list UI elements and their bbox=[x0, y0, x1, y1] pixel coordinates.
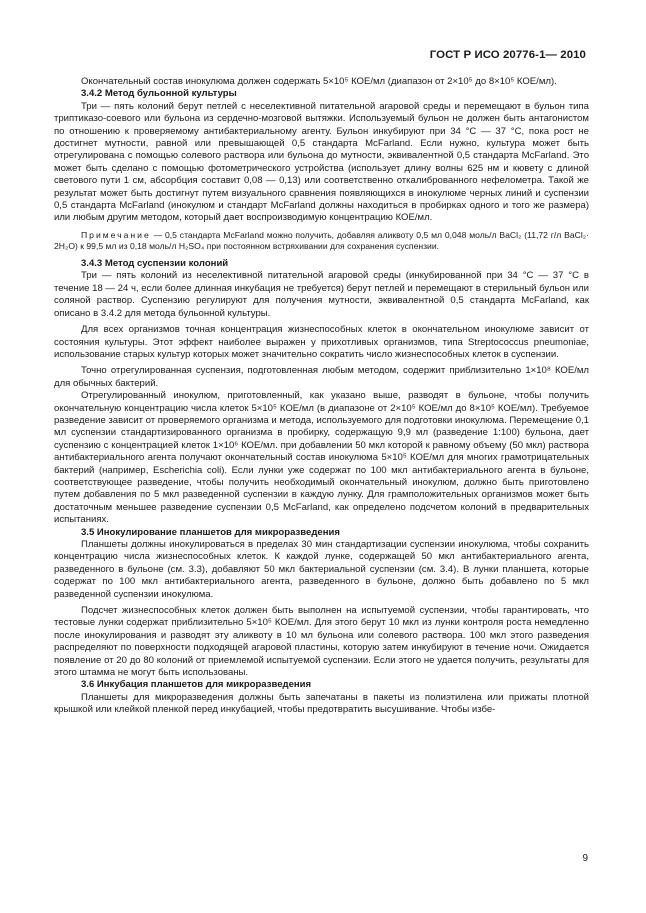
document-body bbox=[54, 76, 589, 717]
paragraph-broth-culture-method: Три — пять колоний берут петлей с неселективной питательной агаровой среды и перемещают в бульон типа триптиказо-соевого или бульона из сердечно-мозговой вытяжки. Используемый бульон не должен быть антагонистом по отношению к проверяемому антибактериальному агенту. Бульон инкубируют при 34 °C — 37 °C, пока рост не достигнет мутности, равной или превышающей 0,5 стандарта McFarland. Если нужно, культура может быть отрегулирована с помощью солевого раствора или бульона до мутности, эквивалентной 0,5 стандарта McFarland. Это может быть сделано с помощью фотометрического устройства (использует длину волны 625 нм и кювету с длиной светового пути 1 см, абсорбция составит 0,08 — 0,13) или соответственно откалиброванного нефелометра. Такой же результат может быть достигнут путем визуального сравнения появляющихся в инокулюме черных линий и суспензии 0,5 стандарта McFarland (инокулюм и стандарт McFarland должны находиться в пробирках одного и того же размера) или любым другим методом, который дает воспроизводимую концентрацию КОЕ/мл. bbox=[54, 100, 589, 224]
section-heading-3-4-3: 3.4.3 Метод суспензии колоний bbox=[81, 258, 229, 270]
note-paragraph bbox=[54, 230, 589, 253]
section-heading-3-4-2: 3.4.2 Метод бульонной культуры bbox=[81, 88, 237, 100]
paragraph-inoculum-composition: Окончательный состав инокулюма должен содержать 5×10⁵ КОЕ/мл (диапазон от 2×10⁵ до 8×10⁵ КОЕ/мл). bbox=[81, 76, 557, 87]
paragraph-colony-suspension-method: Три — пять колоний из неселективной питательной агаровой среды (инкубированной при 34 °C — 37 °C в течение 18 — 24 ч, если более длинная инкубация не требуется) берут петлей и перемещают в стерильный бульон или соляной раствор. Суспензию регулируют для получения мутности, эквивалентной 0,5 стандарта McFarland, как описано в 3.4.2 для метода бульонной культуры. bbox=[54, 270, 589, 319]
paragraph-adjusted-suspension: Точно отрегулированная суспензия, подготовленная любым методом, содержит приблизительно 1×10⁸ КОЕ/мл для обычных бактерий. bbox=[54, 365, 589, 389]
paragraph-dilution: Отрегулированный инокулюм, приготовленный, как указано выше, разводят в бульоне, чтобы получить окончательную концентрацию числа клеток 5×10⁵ КОЕ/мл (в диапазоне от 2×10⁵ КОЕ/мл до 8×10⁵ КОЕ/мл). Требуемое разведение зависит от проверяемого организма и метода, используемого для подготовки инокулюма. Перемещение 0,1 мл суспензии стандартизированного организма в пробирку, содержащую 9,9 мл (разведение 1:100) бульона, дает суспензию с концентрацией клеток 1×10⁶ КОЕ/мл. при добавлении 50 мкл которой к равному объему (50 мкл) раствора антибактериального агента получают окончательный состав инокулюма 5×10⁵ КОЕ/мл для многих грамотрицательных бактерий (например, Escherichia coli). Если лунки уже содержат по 100 мкл антибактериального агента в бульоне, соответствующее разведение, чтобы получить необходимый окончательный инокулюм, должно быть приготовлено путем добавления по 5 мкл разведенной суспензии в каждую лунку. Для грамположительных организмов может быть достаточным меньшее разведение суспензии 0,5 McFarland, как определено подсчетом колоний в предварительных испытаниях. bbox=[54, 390, 589, 526]
note-label: Примечание bbox=[81, 229, 151, 240]
standard-header: ГОСТ Р ИСО 20776-1— 2010 bbox=[429, 49, 586, 61]
note-text: — 0,5 стандарта McFarland можно получить, добавляя аликвоту 0,5 мл 0,048 моль/л BaCl₂ (11,72 г/л BaCl₂· 2H₂O) к 99,5 мл из 0,18 моль/л H₂SO₄ при постоянном встряхивании для сохранения суспензии. bbox=[54, 229, 589, 252]
section-heading-3-5: 3.5 Инокулирование планшетов для микроразведения bbox=[81, 526, 340, 538]
page-number: 9 bbox=[582, 853, 588, 864]
paragraph-cell-concentration: Для всех организмов точная концентрация жизнеспособных клеток в окончательном инокулюме зависит от состояния культуры. Этот эффект наиболее выражен у прихотливых организмов, типа Streptococcus pneumoniae, использование старых культур которых может значительно сократить число жизнеспособных клеток в суспензии. bbox=[54, 324, 589, 360]
paragraph-plate-inoculation: Планшеты должны инокулироваться в пределах 30 мин стандартизации суспензии инокулюма, чтобы сохранить концентрацию числа жизнеспособных клеток. К каждой лунке, содержащей 50 мкл антибактериального агента, разведенного в бульоне (см. 3.3), добавляют 50 мкл бактериальной суспензии (см. 3.4). В лунки планшета, которые содержат по 100 мкл антибактериального агента, разведенного в бульоне, должно быть добавлено по 5 мкл разведенной суспензии инокулюма. bbox=[54, 539, 589, 600]
paragraph-viable-count: Подсчет жизнеспособных клеток должен быть выполнен на испытуемой суспензии, чтобы гарантировать, что тестовые лунки содержат приблизительно 5×10⁵ КОЕ/мл. Для этого берут 10 мкл из лунки контроля роста немедленно после инокулирования и разводят эту аликвоту в 10 мл бульона или солевого раствора. 100 мкл этого разведения распределяют по поверхности подходящей агаровой пластины, которую затем инкубируют в течение ночи. Ожидается появление от 20 до 80 колоний от приемлемой испытуемой суспензии. Если этого не удается получить, результаты для этого штамма не могут быть использованы. bbox=[54, 605, 589, 679]
section-heading-3-6: 3.6 Инкубация планшетов для микроразведения bbox=[81, 679, 312, 691]
paragraph-plate-incubation: Планшеты для микроразведения должны быть запечатаны в пакеты из полиэтилена или прижаты плотной крышкой или клейкой пленкой перед инкубацией, чтобы предотвратить высушивание. Чтобы избе- bbox=[54, 691, 589, 716]
